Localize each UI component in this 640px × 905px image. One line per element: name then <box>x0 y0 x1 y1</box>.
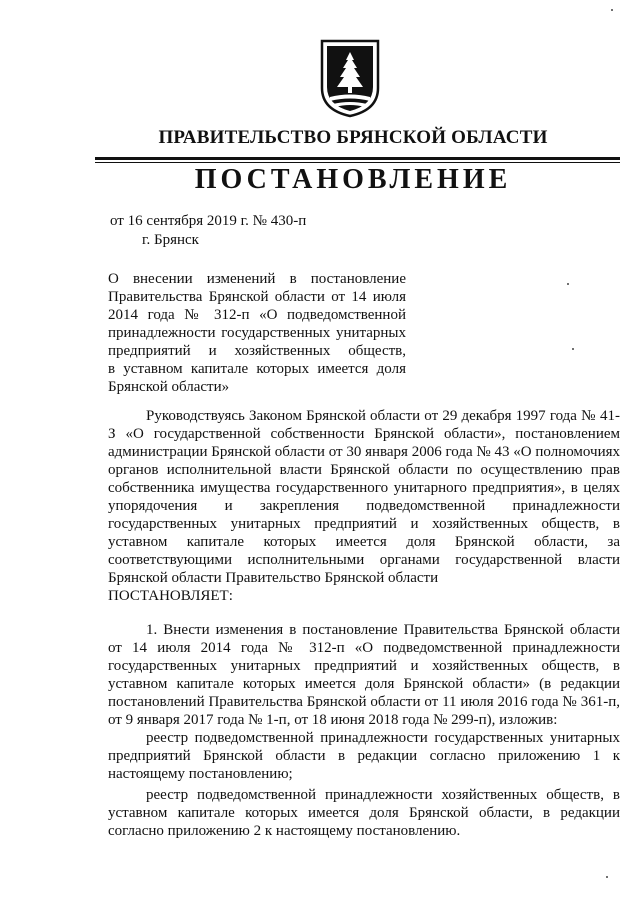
subject-line: О внесении изменений в постановление <box>108 271 406 287</box>
preamble-paragraph: Руководствуясь Законом Брянской области от 29 декабря 1997 года № 41-З «О государственной собственности Брянской области», постановлением администрации Брянской области от 30 января 2006 года № 43 «О полномочиях органов исполнительной власти Брянской области по осуществлению прав собственника имущества государственного унитарного предприятия», в целях упорядочения и закрепления подведомственной принадлежности государственных унитарных предприятий и хозяйственных обществ, в уставном капитале которых имеется доля Брянской области, за соответствующими исполнительными органами государственной власти Брянской области Правительство Брянской области <box>108 408 620 586</box>
registry-item-2: реестр подведомственной принадлежности хозяйственных обществ, в уставном капитале которых имеется доля Брянской области, в редакции согласно приложению 2 к настоящему постановлению. <box>108 787 620 839</box>
subject-block <box>108 270 406 396</box>
header-rule-thin <box>95 162 620 163</box>
item-1-paragraph: 1. Внести изменения в постановление Правительства Брянской области от 14 июля 2014 года № 312-п «О подведомственной принадлежности государственных унитарных предприятий и хозяйственных обществ, в уставном капитале которых имеется доля Брянской области» (в редакции постановлений Правительства Брянской области от 11 июля 2016 года № 361-п, от 9 января 2017 года № 1-п, от 18 июня 2018 года № 299-п), изложив: <box>108 622 620 728</box>
subject-line: принадлежности государственных унитарных <box>108 325 406 341</box>
city-line: г. Брянск <box>142 232 199 248</box>
subject-line: предприятий и хозяйственных обществ, <box>108 343 406 359</box>
subject-line: Брянской области» <box>108 379 230 395</box>
coat-of-arms-icon <box>319 38 381 118</box>
government-title: ПРАВИТЕЛЬСТВО БРЯНСКОЙ ОБЛАСТИ <box>158 127 548 148</box>
scan-speck <box>611 9 613 11</box>
scan-speck <box>567 283 569 285</box>
scan-speck <box>572 348 574 350</box>
document-type-title: ПОСТАНОВЛЕНИЕ <box>194 164 512 195</box>
date-number-line: от 16 сентября 2019 г. № 430-п <box>110 213 307 229</box>
scan-speck <box>606 876 608 878</box>
registry-item-1: реестр подведомственной принадлежности государственных унитарных предприятий Брянской области в редакции согласно приложению 1 к настоящему постановлению; <box>108 730 620 782</box>
header-rule-thick <box>95 157 620 160</box>
document-body <box>108 407 620 840</box>
subject-line: в уставном капитале которых имеется доля <box>108 361 406 377</box>
subject-line: Правительства Брянской области от 14 июля <box>108 289 406 305</box>
subject-line: 2014 года № 312-п «О подведомственной <box>108 307 406 323</box>
resolves-keyword: ПОСТАНОВЛЯЕТ: <box>108 588 233 604</box>
